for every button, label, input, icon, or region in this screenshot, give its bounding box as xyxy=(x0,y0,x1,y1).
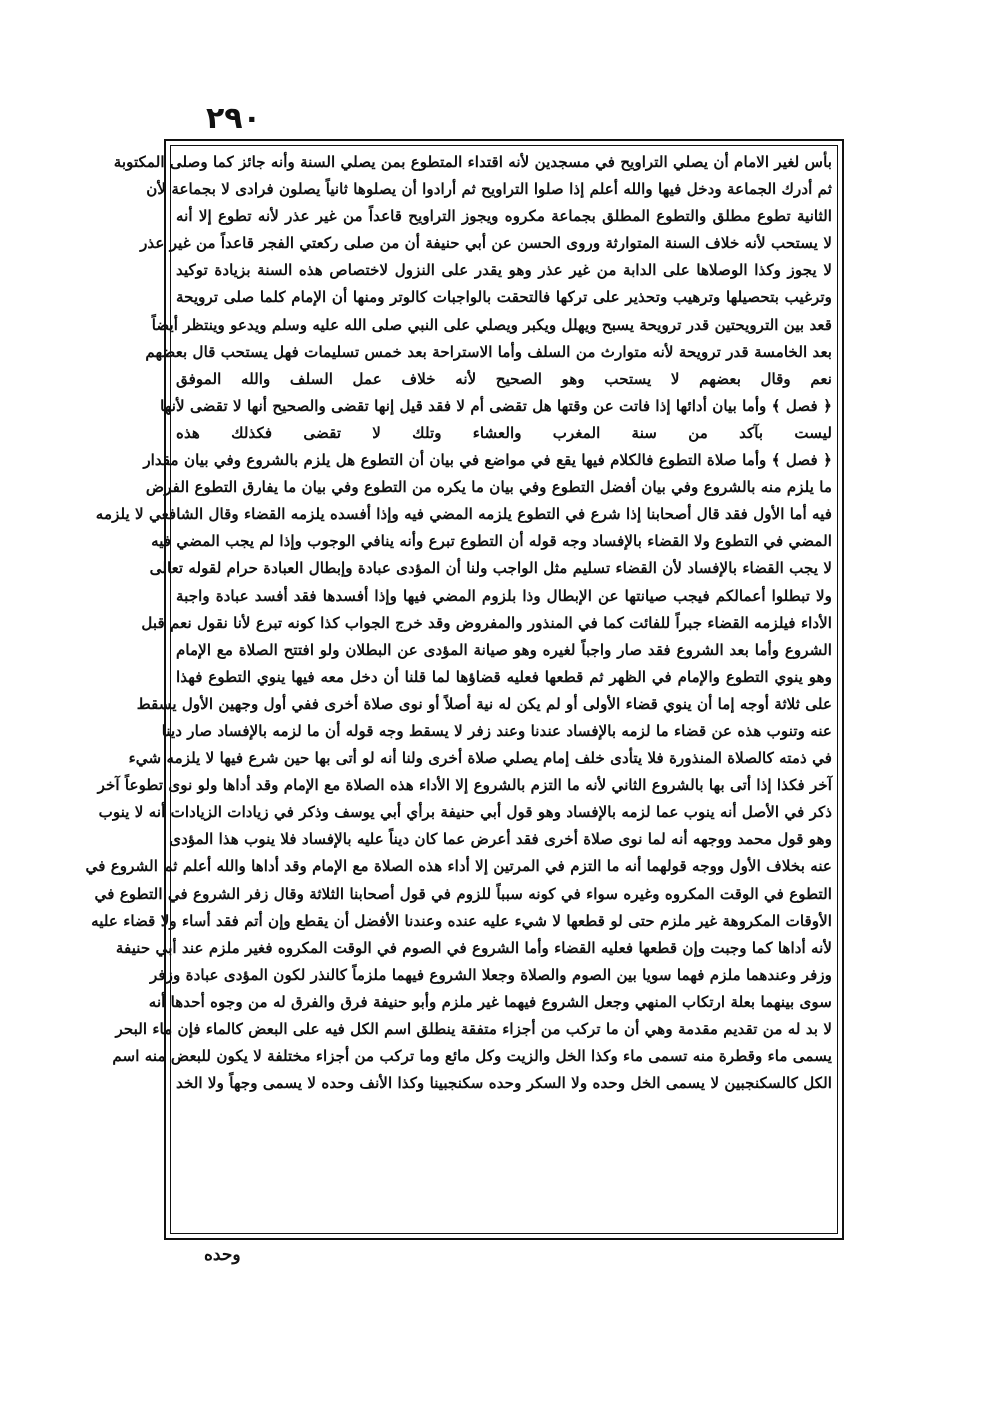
text-line: لا بد له من تقديم مقدمة وهي أن ما تركب من أجزاء متفقة ينطلق اسم الكل فيه على البعض كالماء فإن ماء البحر xyxy=(115,1020,832,1038)
text-line: الأداء فيلزمه القضاء جبراً للفائت كما في المنذور والمفروض وقد خرج الجواب كذا كونه تبرع لأنا نقول نعم قبل xyxy=(141,613,832,632)
text-line: عنه وتنوب هذه عن قضاء ما لزمه بالإفساد عندنا وعند زفر لا يسقط وجه قوله أن ما لزمه بالإفساد صار دينا xyxy=(161,721,832,740)
text-line: نعم وقال بعضهم لا يستحب وهو الصحيح لأنه خلاف عمل السلف والله الموفق xyxy=(176,369,832,388)
text-line: وهو قول محمد ووجهه أنه لما نوى صلاة أخرى فقد أعرض عما كان ديناً عليه بالإفساد فلا ينوب هذا المؤدى xyxy=(169,830,832,849)
text-line: لا يستحب لأنه خلاف السنة المتوارثة وروى الحسن عن أبي حنيفة أن من صلى ركعتي الفجر قاعداً من غير عذر xyxy=(140,234,832,253)
page-number: ٢٩٠ xyxy=(206,101,261,136)
text-line: وترغيب بتحصيلها وترهيب وتحذير على تركها فالتحقت بالواجبات كالوتر ومنها أن الإمام كلما صلى ترويحة xyxy=(176,288,832,307)
text-line: بأس لغير الامام أن يصلي التراويح في مسجدين لأنه اقتداء المتطوع بمن يصلي السنة وأنه جائز كما وصلى المكتوبة xyxy=(113,153,832,171)
text-line: في ذمته كالصلاة المنذورة فلا يتأدى خلف إمام يصلي صلاة أخرى ولنا أنه لو أتى بها حين شرع فيها لا يلزمه شيء xyxy=(128,749,832,768)
text-line: التطوع في الوقت المكروه وغيره سواء في كونه سبباً للزوم في قول أصحابنا الثلاثة وقال زفر الشروع في التطوع في xyxy=(94,884,832,903)
text-line: المضي في التطوع ولا القضاء بالإفساد وجه قوله أن التطوع تبرع وأنه ينافي الوجوب وإذا لم يجب المضي فيه xyxy=(151,532,832,551)
text-line: بعد الخامسة قدر ترويحة لأنه متوارث من السلف وأما الاستراحة بعد خمس تسليمات فهل يستحب قال بعضهم xyxy=(145,342,832,361)
text-line: وهو ينوي التطوع والإمام في الظهر ثم قطعها فعليه قضاؤها لما قلنا أن دخل معه فيها ينوي التطوع فهذا xyxy=(176,667,832,686)
text-line: سوى بينهما بعلة ارتكاب المنهي وجعل الشروع فيهما غير ملزم وأبو حنيفة فرق والفرق له من وجوه أحدها أنه xyxy=(148,992,832,1011)
text-line: الكل كالسكنجبين لا يسمى الخل وحده ولا السكر وحده سكنجبينا وكذا الأنف وحده لا يسمى وجهاً ولا الخد xyxy=(176,1074,832,1093)
text-line: ذكر في الأصل أنه ينوب عما لزمه بالإفساد وهو قول أبي حنيفة برأي أبي يوسف وذكر في زيادات الزيادات أنه لا ينوب xyxy=(98,803,832,822)
text-frame xyxy=(85,139,844,1240)
text-line: الشروع وأما بعد الشروع فقد صار واجباً لغيره وهو صيانة المؤدى عن البطلان ولو افتتح الصلاة مع الإمام xyxy=(176,640,832,659)
text-line: عنه بخلاف الأول ووجه قولهما أنه ما التزم في المرتين إلا أداء هذه الصلاة مع الإمام وقد أداها والله أعلم ثم الشروع في xyxy=(85,857,832,876)
text-line: آخر فكذا إذا أتى بها بالشروع الثاني لأنه ما التزم بالشروع إلا الأداء هذه الصلاة مع الإمام وقد أداها ولو نوى تطوعاً آخر xyxy=(97,776,832,795)
body-text xyxy=(85,149,832,1097)
text-line: على ثلاثة أوجه إما أن ينوي قضاء الأولى أو لم يكن له نية أصلاً أو نوى صلاة أخرى ففي أول وجهين الأول يسقط xyxy=(136,694,832,713)
text-line: ليست بآكد من سنة المغرب والعشاء وتلك لا تقضى فكذلك هذه xyxy=(176,423,832,442)
text-line: وزفر وعندهما ملزم فهما سويا بين الصوم والصلاة وجعلا الشروع فيهما ملزماً كالنذر لكون المؤدى عبادة وزفر xyxy=(150,965,832,984)
catchword: وحده xyxy=(204,1245,241,1265)
text-line: ما يلزم منه بالشروع وفي بيان أفضل التطوع وفي بيان ما يكره من التطوع وفي بيان ما يفارق التطوع الفرض xyxy=(145,478,832,497)
text-line: لا يجب القضاء بالإفساد لأن القضاء تسليم مثل الواجب ولنا أن المؤدى عبادة وإبطال العبادة حرام لقوله تعالى xyxy=(149,559,832,578)
text-line: يسمى ماء وقطرة منه تسمى ماء وكذا الخل والزيت وكل مائع وما تركب من أجزاء مختلفة لا يكون للبعض منه اسم xyxy=(112,1047,832,1066)
text-line: لأنه أداها كما وجبت وإن قطعها فعليه القضاء وأما الشروع في الصوم في الوقت المكروه فغير ملزم عند أبي حنيفة xyxy=(115,938,832,957)
text-line: ﴿ فصل ﴾ وأما بيان أدائها إذا فاتت عن وقتها هل تقضى أم لا فقد قيل إنها تقضى والصحيح أنها لا تقضى لأنها xyxy=(160,396,832,415)
text-line: ﴿ فصل ﴾ وأما صلاة التطوع فالكلام فيها يقع في مواضع في بيان أن التطوع هل يلزم بالشروع وفي بيان مقدار xyxy=(143,451,832,470)
text-line: قعد بين الترويحتين قدر ترويحة يسبح ويهلل ويكبر ويصلي على النبي صلى الله عليه وسلم ويدعو وينتظر أيضاً xyxy=(151,315,832,334)
text-line: ثم أدرك الجماعة ودخل فيها والله أعلم إذا صلوا التراويح ثم أرادوا أن يصلوها ثانياً يصلون فرادى لا بجماعة لأن xyxy=(146,180,832,199)
text-line: الأوقات المكروهة غير ملزم حتى لو قطعها لا شيء عليه عنده وعندنا الأفضل أن يقطع وإن أتم فقد أساء ولا قضاء عليه xyxy=(91,911,832,930)
text-line: ولا تبطلوا أعمالكم فيجب صيانتها عن الإبطال وذا بلزوم المضي فيها وإذا أفسدها فقد أفسد عبادة واجبة xyxy=(176,586,832,605)
text-line: لا يجوز وكذا الوصلاها على الدابة من غير عذر وهو يقدر على النزول لاختصاص هذه السنة بزيادة توكيد xyxy=(176,261,832,280)
text-line: فيه أما الأول فقد قال أصحابنا إذا شرع في التطوع يلزمه المضي فيه وإذا أفسده يلزمه القضاء وقال الشافعي لا يلزمه xyxy=(95,505,832,524)
text-line: الثانية تطوع مطلق والتطوع المطلق بجماعة مكروه ويجوز التراويح قاعداً من غير عذر لأنه تطوع إلا أنه xyxy=(176,207,832,226)
